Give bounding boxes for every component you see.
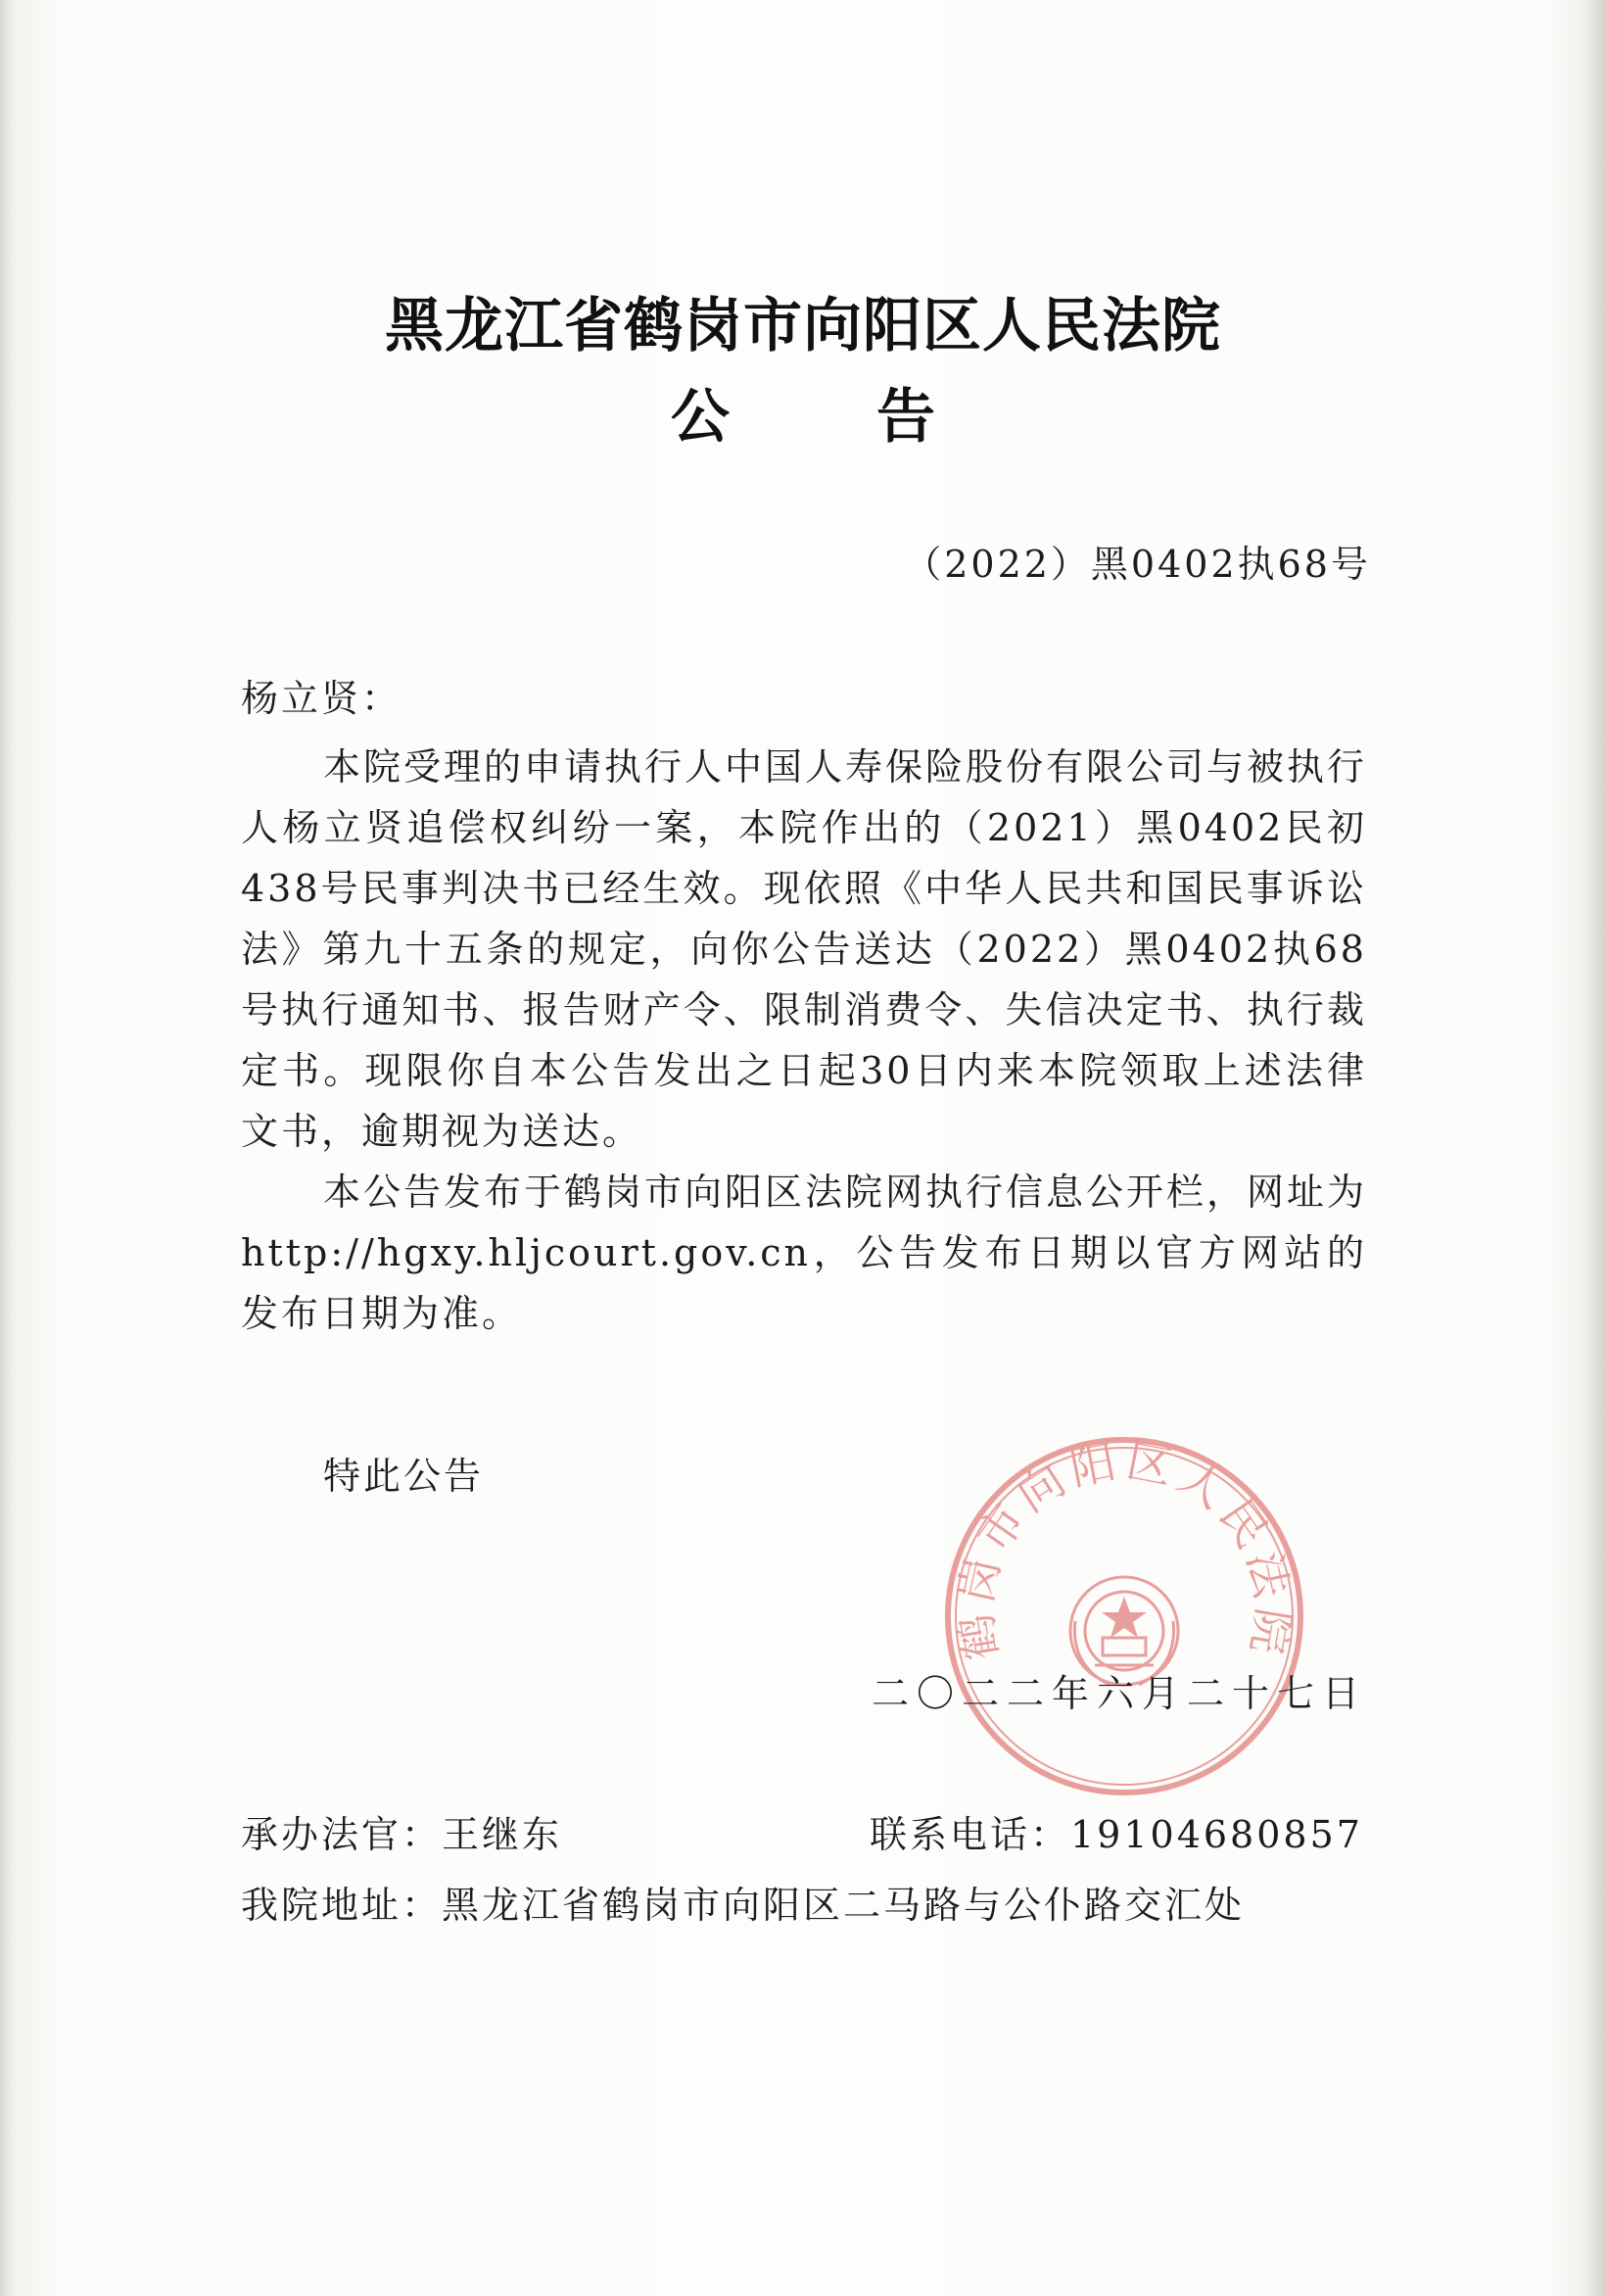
- notice-date: 二〇二二年六月二十七日: [871, 1672, 1367, 1715]
- notice-body: [241, 737, 1367, 1344]
- judge-in-charge: 承办法官：王继东: [241, 1813, 563, 1856]
- court-name: 黑龙江省鹤岗市向阳区人民法院: [385, 292, 1221, 360]
- closing-phrase: 特此公告: [323, 1455, 485, 1498]
- seal-text: 鹤岗市向阳区人民法院: [948, 1433, 1300, 1664]
- svg-text:鹤岗市向阳区人民法院: [948, 1434, 1300, 1663]
- addressee: 杨立贤：: [241, 677, 402, 720]
- court-address: 我院地址：黑龙江省鹤岗市向阳区二马路与公仆路交汇处: [241, 1884, 1246, 1927]
- case-number: （2022）黑0402执68号: [904, 543, 1371, 586]
- body-paragraph-2: 本公告发布于鹤岗市向阳区法院网执行信息公开栏，网址为 http://hgxy.hljcourt.gov.cn，公告发布日期以官方网站的发布日期为准。: [241, 1171, 1368, 1335]
- body-paragraph-1: 本院受理的申请执行人中国人寿保险股份有限公司与被执行人杨立贤追偿权纠纷一案，本院作出的（2021）黑0402民初438号民事判决书已经生效。现依照《中华人民共和国民事诉讼法》第九十五条的规定，向你公告送达（2022）黑0402执68号执行通知书、报告财产令、限制消费令、失信决定书、执行裁定书。现限你自本公告发出之日起30日内来本院领取上述法律文书，逾期视为送达。: [241, 745, 1368, 1153]
- contact-phone: 联系电话：19104680857: [870, 1813, 1363, 1856]
- court-seal-icon: [928, 1420, 1320, 1812]
- notice-title: 公告: [671, 383, 1082, 452]
